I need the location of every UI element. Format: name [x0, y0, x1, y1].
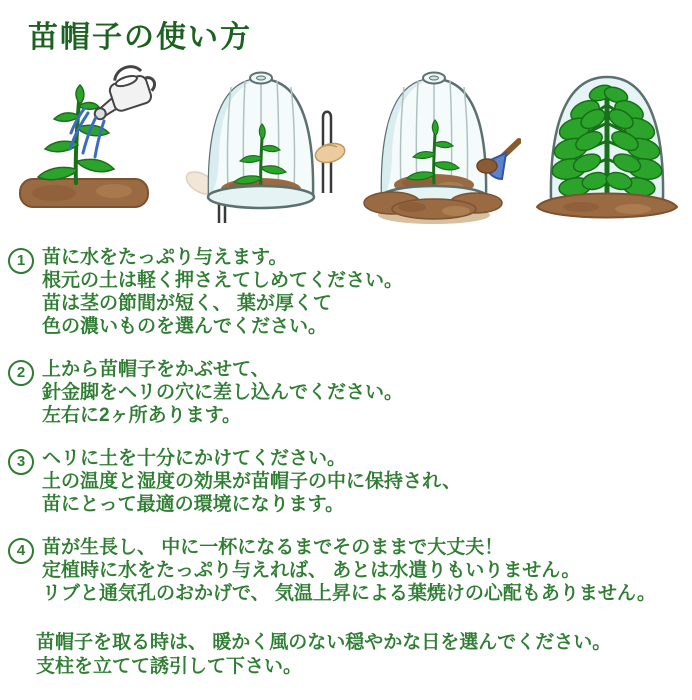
step-line: 針金脚をヘリの穴に差し込んでください。 — [42, 382, 404, 403]
step-2-text — [42, 358, 403, 427]
closing-note-line: 支柱を立てて誘引して下さい。 — [36, 656, 303, 677]
step-line: 苗にとって最適の環境になります。 — [42, 494, 345, 515]
page-title: 苗帽子の使い方 — [28, 21, 252, 54]
step-line: 土の温度と湿度の効果が苗帽子の中に保持され、 — [42, 471, 462, 492]
step-4-text — [42, 536, 656, 605]
soil-mound-icon — [537, 194, 677, 218]
closing-notes — [36, 631, 692, 679]
step-line: 苗は茎の節間が短く、 葉が厚くて — [42, 293, 332, 314]
illustration-row — [0, 60, 692, 230]
covering-rim-illustration — [348, 65, 521, 230]
step-1-text — [42, 246, 403, 338]
seedling-cap-dome-icon — [381, 73, 487, 209]
step-line: 色の濃いものを選んでください。 — [42, 316, 328, 337]
soil-icon — [20, 179, 148, 207]
step-line: 上から苗帽子をかぶせて、 — [42, 359, 270, 380]
hand-icon — [313, 140, 347, 165]
grown-plant-illustration — [521, 65, 692, 230]
step-4 — [8, 536, 692, 605]
step-line: 苗が生長し、 中に一杯になるまでそのままで大丈夫！ — [42, 537, 504, 558]
step-line: 根元の土は軽く押さえてしめてください。 — [42, 270, 404, 291]
watering-seedling-illustration — [2, 65, 175, 230]
step-line: ヘリに土を十分にかけてください。 — [42, 448, 347, 469]
step-1 — [8, 246, 692, 338]
step-1-number: 1 — [8, 248, 34, 274]
step-4-number: 4 — [8, 538, 34, 564]
step-line: 左右に2ヶ所あります。 — [42, 405, 242, 426]
seedling-cap-dome-icon — [208, 73, 314, 209]
instruction-steps — [0, 246, 692, 605]
step-3-text — [42, 447, 461, 516]
step-line: 苗に水をたっぷり与えます。 — [42, 247, 288, 268]
watering-can-icon — [84, 65, 160, 121]
step-3 — [8, 447, 692, 516]
step-line: リブと通気孔のおかげで、 気温上昇による葉焼けの心配もありません。 — [42, 583, 657, 604]
step-line: 定植時に水をたっぷり与えれば、 あとは水遣りもいりません。 — [42, 560, 581, 581]
closing-note-line: 苗帽子を取る時は、 暖かく風のない穏やかな日を選んでください。 — [36, 632, 612, 653]
placing-cap-illustration — [175, 65, 348, 230]
step-2 — [8, 358, 692, 427]
step-3-number: 3 — [8, 449, 34, 475]
step-2-number: 2 — [8, 360, 34, 386]
